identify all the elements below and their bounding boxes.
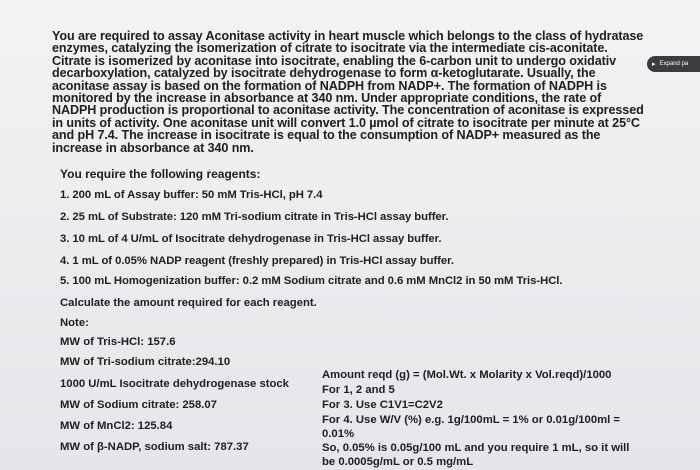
reagent-item: 3. 10 mL of 4 U/mL of Isocitrate dehydrogenase in Tris-HCl assay buffer. (60, 233, 442, 245)
intro-line: Citrate is isomerized by aconitase into isocitrate, enabling the 6-carbon unit to undergo oxidativ (52, 53, 617, 68)
intro-line: in units of activity. One aconitase unit will convert 1.0 µmol of citrate to isocitrate per minute at 25°C (52, 115, 640, 130)
mw-trisodium-citrate: MW of Tri-sodium citrate:294.10 (60, 356, 231, 368)
intro-line: decarboxylation, catalyzed by isocitrate dehydrogenase to form α-ketoglutarate. Usually, the (52, 66, 596, 81)
intro-line: You are required to assay Aconitase activity in heart muscle which belongs to the class of hydratase (52, 29, 644, 43)
reagents-title: You require the following reagents: (60, 167, 261, 181)
intro-paragraph (52, 30, 678, 154)
note-so: So, 0.05% is 0.05g/100 mL and you require 1 mL, so it will (322, 442, 630, 454)
reagent-item: 2. 25 mL of Substrate: 120 mM Tri-sodium citrate in Tris-HCl assay buffer. (60, 211, 449, 223)
formula-note: Amount reqd (g) = (Mol.Wt. x Molarity x Vol.reqd)/1000 (322, 369, 612, 381)
calculate-instruction: Calculate the amount required for each reagent. (60, 297, 317, 309)
expand-label: Expand pa (659, 61, 689, 67)
mw-beta-nadp: MW of β-NADP, sodium salt: 787.37 (60, 441, 249, 453)
note-for-3: For 3. Use C1V1=C2V2 (322, 399, 443, 411)
note-for-4-cont: 0.01% (322, 428, 355, 440)
reagent-item: 4. 1 mL of 0.05% NADP reagent (freshly prepared) in Tris-HCl assay buffer. (60, 255, 454, 267)
note-for-4: For 4. Use W/V (%) e.g. 1g/100mL = 1% or 0.01g/100ml = (322, 414, 621, 426)
idh-stock: 1000 U/mL Isocitrate dehydrogenase stock (60, 378, 289, 390)
intro-line: and pH 7.4. The increase in isocitrate is equal to the consumption of NADP+ measured as the (52, 128, 601, 143)
chevron-right-icon: ▸ (652, 60, 656, 68)
reagent-item: 5. 100 mL Homogenization buffer: 0.2 mM Sodium citrate and 0.6 mM MnCl2 in 50 mM Tris-HCl. (60, 275, 563, 287)
expand-page-button[interactable] (647, 56, 700, 72)
intro-line: enzymes, catalyzing the isomerization of citrate to isocitrate via the intermediate cis-aconitate. (52, 41, 608, 56)
reagent-item: 1. 200 mL of Assay buffer: 50 mM Tris-HCl, pH 7.4 (60, 189, 323, 201)
note-for-1-2-5: For 1, 2 and 5 (322, 384, 395, 396)
mw-sodium-citrate: MW of Sodium citrate: 258.07 (60, 399, 217, 411)
mw-tris-hcl: MW of Tris-HCl: 157.6 (60, 336, 176, 348)
intro-line: NADPH production is proportional to aconitase activity. The concentration of aconitase is expressed (52, 103, 644, 118)
intro-line: aconitase assay is based on the formation of NADPH from NADP+. The formation of NADPH is (52, 78, 607, 93)
note-label: Note: (60, 317, 89, 329)
mw-mncl2: MW of MnCl2: 125.84 (60, 420, 173, 432)
intro-line: increase in absorbance at 340 nm. (52, 140, 254, 155)
note-so-cont: be 0.0005g/mL or 0.5 mg/mL (322, 456, 474, 468)
intro-line: monitored by the increase in absorbance at 340 nm. Under appropriate conditions, the rate of (52, 91, 602, 106)
